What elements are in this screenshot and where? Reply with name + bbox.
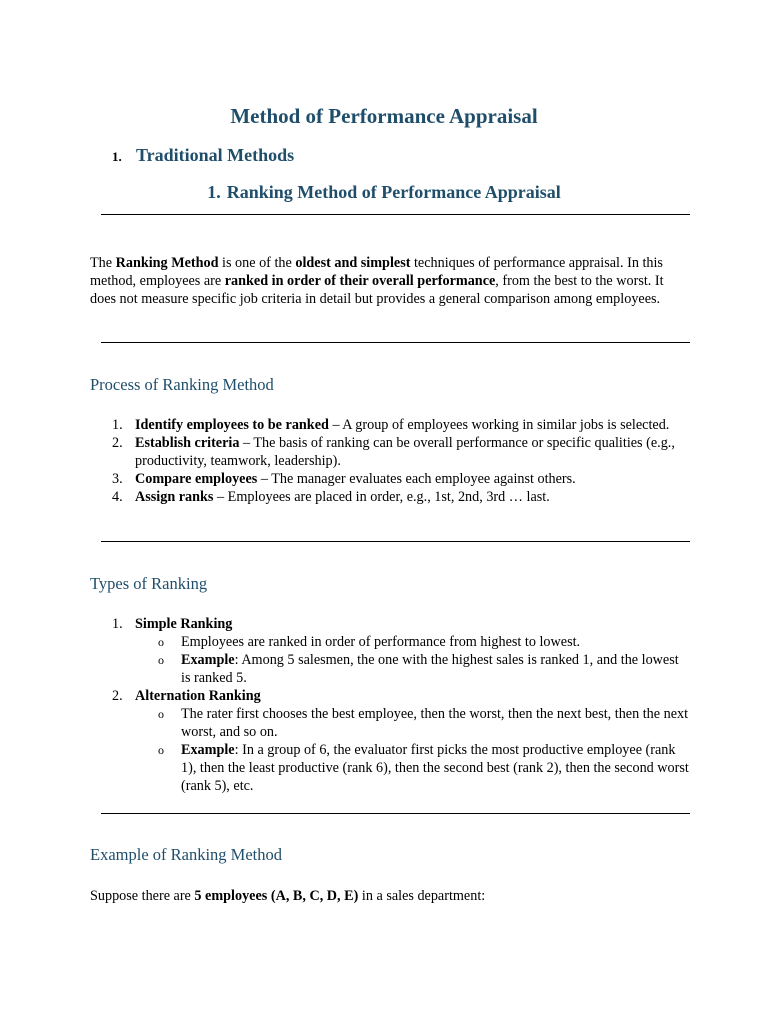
bullet-icon: o xyxy=(158,635,164,649)
text-run: – The basis of ranking can be overall performance or specific qualities (e.g., productivity, teamwork, leadership). xyxy=(135,435,675,469)
text-run: – A group of employees working in similar jobs is selected. xyxy=(328,417,670,433)
sub-list-item xyxy=(90,705,690,741)
text-run: is one of the xyxy=(218,255,296,271)
list-item xyxy=(90,416,690,434)
list-item xyxy=(90,470,690,488)
bold-run: Identify employees to be ranked xyxy=(135,417,329,433)
bold-run: Compare employees xyxy=(135,471,258,487)
text-run: in a sales department: xyxy=(358,888,486,904)
sub-list-item xyxy=(90,741,690,795)
text-run: Employees are ranked in order of performance from highest to lowest. xyxy=(181,634,581,650)
section-heading-example: Example of Ranking Method xyxy=(90,845,283,864)
bold-run: Ranking Method xyxy=(115,255,219,271)
list-item xyxy=(90,615,690,633)
horizontal-rule xyxy=(101,813,690,814)
text-run: The xyxy=(90,255,116,271)
list-number: 2. xyxy=(112,435,123,451)
bullet-icon: o xyxy=(158,653,164,667)
bold-run: Establish criteria xyxy=(135,435,240,451)
sub-list-item xyxy=(90,651,690,687)
bold-run: Example xyxy=(181,652,235,668)
bold-run: oldest and simplest xyxy=(295,255,411,271)
section-heading-process: Process of Ranking Method xyxy=(90,375,274,394)
sub-list-item xyxy=(90,633,690,651)
bullet-icon: o xyxy=(158,707,164,721)
bold-run: Assign ranks xyxy=(135,489,214,505)
heading-traditional-methods xyxy=(112,145,294,166)
bold-run: 5 employees (A, B, C, D, E) xyxy=(194,888,359,904)
list-number: 1. xyxy=(112,417,123,433)
list-number: 3. xyxy=(112,471,123,487)
bold-run: ranked in order of their overall performance xyxy=(224,273,496,289)
text-run: : In a group of 6, the evaluator first picks the most productive employee (rank 1), then the least productive (rank 6), then the second best (rank 2), then the second worst (rank 5), etc. xyxy=(181,742,689,794)
list-number: 1. xyxy=(112,616,123,632)
bullet-icon: o xyxy=(158,743,164,757)
bold-run: Alternation Ranking xyxy=(135,688,261,704)
heading-text: Ranking Method of Performance Appraisal xyxy=(226,182,561,202)
list-item xyxy=(90,488,690,506)
text-run: : Among 5 salesmen, the one with the highest sales is ranked 1, and the lowest is ranked 5. xyxy=(181,652,679,686)
bold-run: Example xyxy=(181,742,235,758)
example-paragraph xyxy=(90,887,690,905)
heading-number: 1. xyxy=(207,182,221,202)
text-run: – The manager evaluates each employee against others. xyxy=(257,471,576,487)
text-run: – Employees are placed in order, e.g., 1st, 2nd, 3rd … last. xyxy=(213,489,550,505)
list-number: 4. xyxy=(112,489,123,505)
horizontal-rule xyxy=(101,342,690,343)
intro-paragraph xyxy=(90,254,690,308)
text-run: Suppose there are xyxy=(90,888,195,904)
horizontal-rule xyxy=(101,541,690,542)
list-item xyxy=(90,687,690,705)
heading-text: Traditional Methods xyxy=(136,145,295,165)
document-title: Method of Performance Appraisal xyxy=(230,104,538,128)
heading-number: 1. xyxy=(112,149,122,164)
section-heading-types: Types of Ranking xyxy=(90,574,208,593)
heading-ranking-method xyxy=(0,182,768,203)
text-run: , from the best to the worst. It does not measure specific job criteria in detail but provides a general comparison among employees. xyxy=(90,273,664,307)
types-list xyxy=(90,615,690,795)
list-number: 2. xyxy=(112,688,123,704)
bold-run: Simple Ranking xyxy=(135,616,233,632)
text-run: The rater first chooses the best employee, then the worst, then the next best, then the next worst, and so on. xyxy=(181,706,689,740)
horizontal-rule xyxy=(101,214,690,215)
text-run: techniques of performance appraisal. In this method, employees are xyxy=(90,255,663,289)
list-item xyxy=(90,434,690,470)
process-list xyxy=(90,416,690,506)
